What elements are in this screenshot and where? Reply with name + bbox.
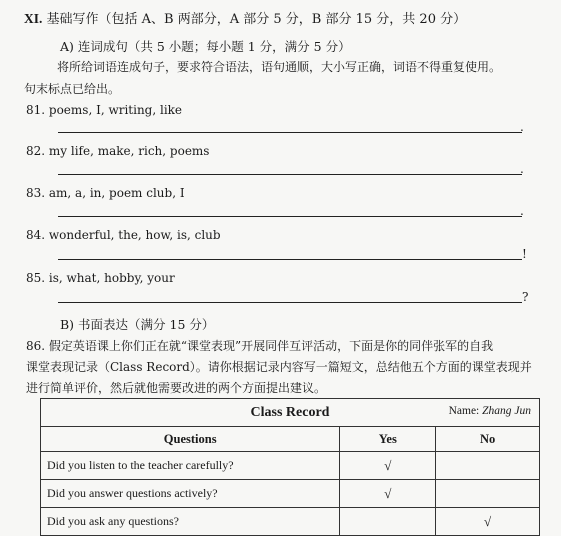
table-row <box>41 480 540 508</box>
question-81-words: 81. poems, I, writing, like <box>26 103 183 117</box>
question-83-words: 83. am, a, in, poem club, I <box>26 186 185 200</box>
end-punct-85: ? <box>522 290 529 304</box>
answer-line-84 <box>58 259 522 260</box>
prompt-86-line-3: 进行简单评价，然后就他需要改进的两个方面提出建议。 <box>26 381 327 395</box>
row-question: Did you listen to the teacher carefully? <box>41 452 340 480</box>
row-no-mark: √ <box>436 508 540 536</box>
prompt-86-line-2: 课堂表现记录（Class Record）。请你根据记录内容写一篇短文，总结他五个方面的课堂表现并 <box>26 360 532 374</box>
section-title: 基础写作（包括 A、B 两部分，A 部分 5 分，B 部分 15 分，共 20 分） <box>46 12 467 27</box>
section-heading <box>24 8 466 27</box>
table-row <box>41 508 540 536</box>
name-label: Name: <box>448 405 480 417</box>
end-punct-84: ! <box>522 247 527 261</box>
row-question: Did you answer questions actively? <box>41 480 340 508</box>
prompt-86-line-1: 86. 假定英语课上你们正在就“课堂表现”开展同伴互评活动，下面是你的同伴张军的自我 <box>26 339 494 353</box>
question-82-words: 82. my life, make, rich, poems <box>26 144 210 158</box>
column-header-questions: Questions <box>41 427 340 452</box>
end-punct-82: . <box>520 162 524 176</box>
row-yes-mark: √ <box>340 480 436 508</box>
end-punct-83: . <box>520 204 524 218</box>
answer-line-81 <box>58 132 522 133</box>
column-header-yes: Yes <box>340 427 436 452</box>
section-number: XI. <box>24 11 43 26</box>
class-record-title: Class Record <box>250 404 330 420</box>
row-yes-mark <box>340 508 436 536</box>
row-yes-mark: √ <box>340 452 436 480</box>
table-row <box>41 452 540 480</box>
part-b-heading: B) 书面表达（满分 15 分） <box>60 317 215 332</box>
question-85-words: 85. is, what, hobby, your <box>26 271 175 285</box>
class-record-title-cell <box>41 399 540 427</box>
answer-line-82 <box>58 174 522 175</box>
part-a-heading: A) 连词成句（共 5 小题；每小题 1 分，满分 5 分） <box>60 39 351 54</box>
class-record-table <box>40 398 540 536</box>
part-a-instruction-line-2: 句末标点已给出。 <box>24 82 121 96</box>
row-no-mark <box>436 480 540 508</box>
row-no-mark <box>436 452 540 480</box>
answer-line-83 <box>58 216 522 217</box>
column-header-no: No <box>436 427 540 452</box>
end-punct-81: . <box>520 120 524 134</box>
name-value: Zhang Jun <box>482 405 531 417</box>
question-84-words: 84. wonderful, the, how, is, club <box>26 228 221 242</box>
student-name <box>449 405 531 417</box>
part-a-instruction-line-1: 将所给词语连成句子，要求符合语法，语句通顺，大小写正确，词语不得重复使用。 <box>57 60 502 74</box>
answer-line-85 <box>58 302 522 303</box>
row-question: Did you ask any questions? <box>41 508 340 536</box>
